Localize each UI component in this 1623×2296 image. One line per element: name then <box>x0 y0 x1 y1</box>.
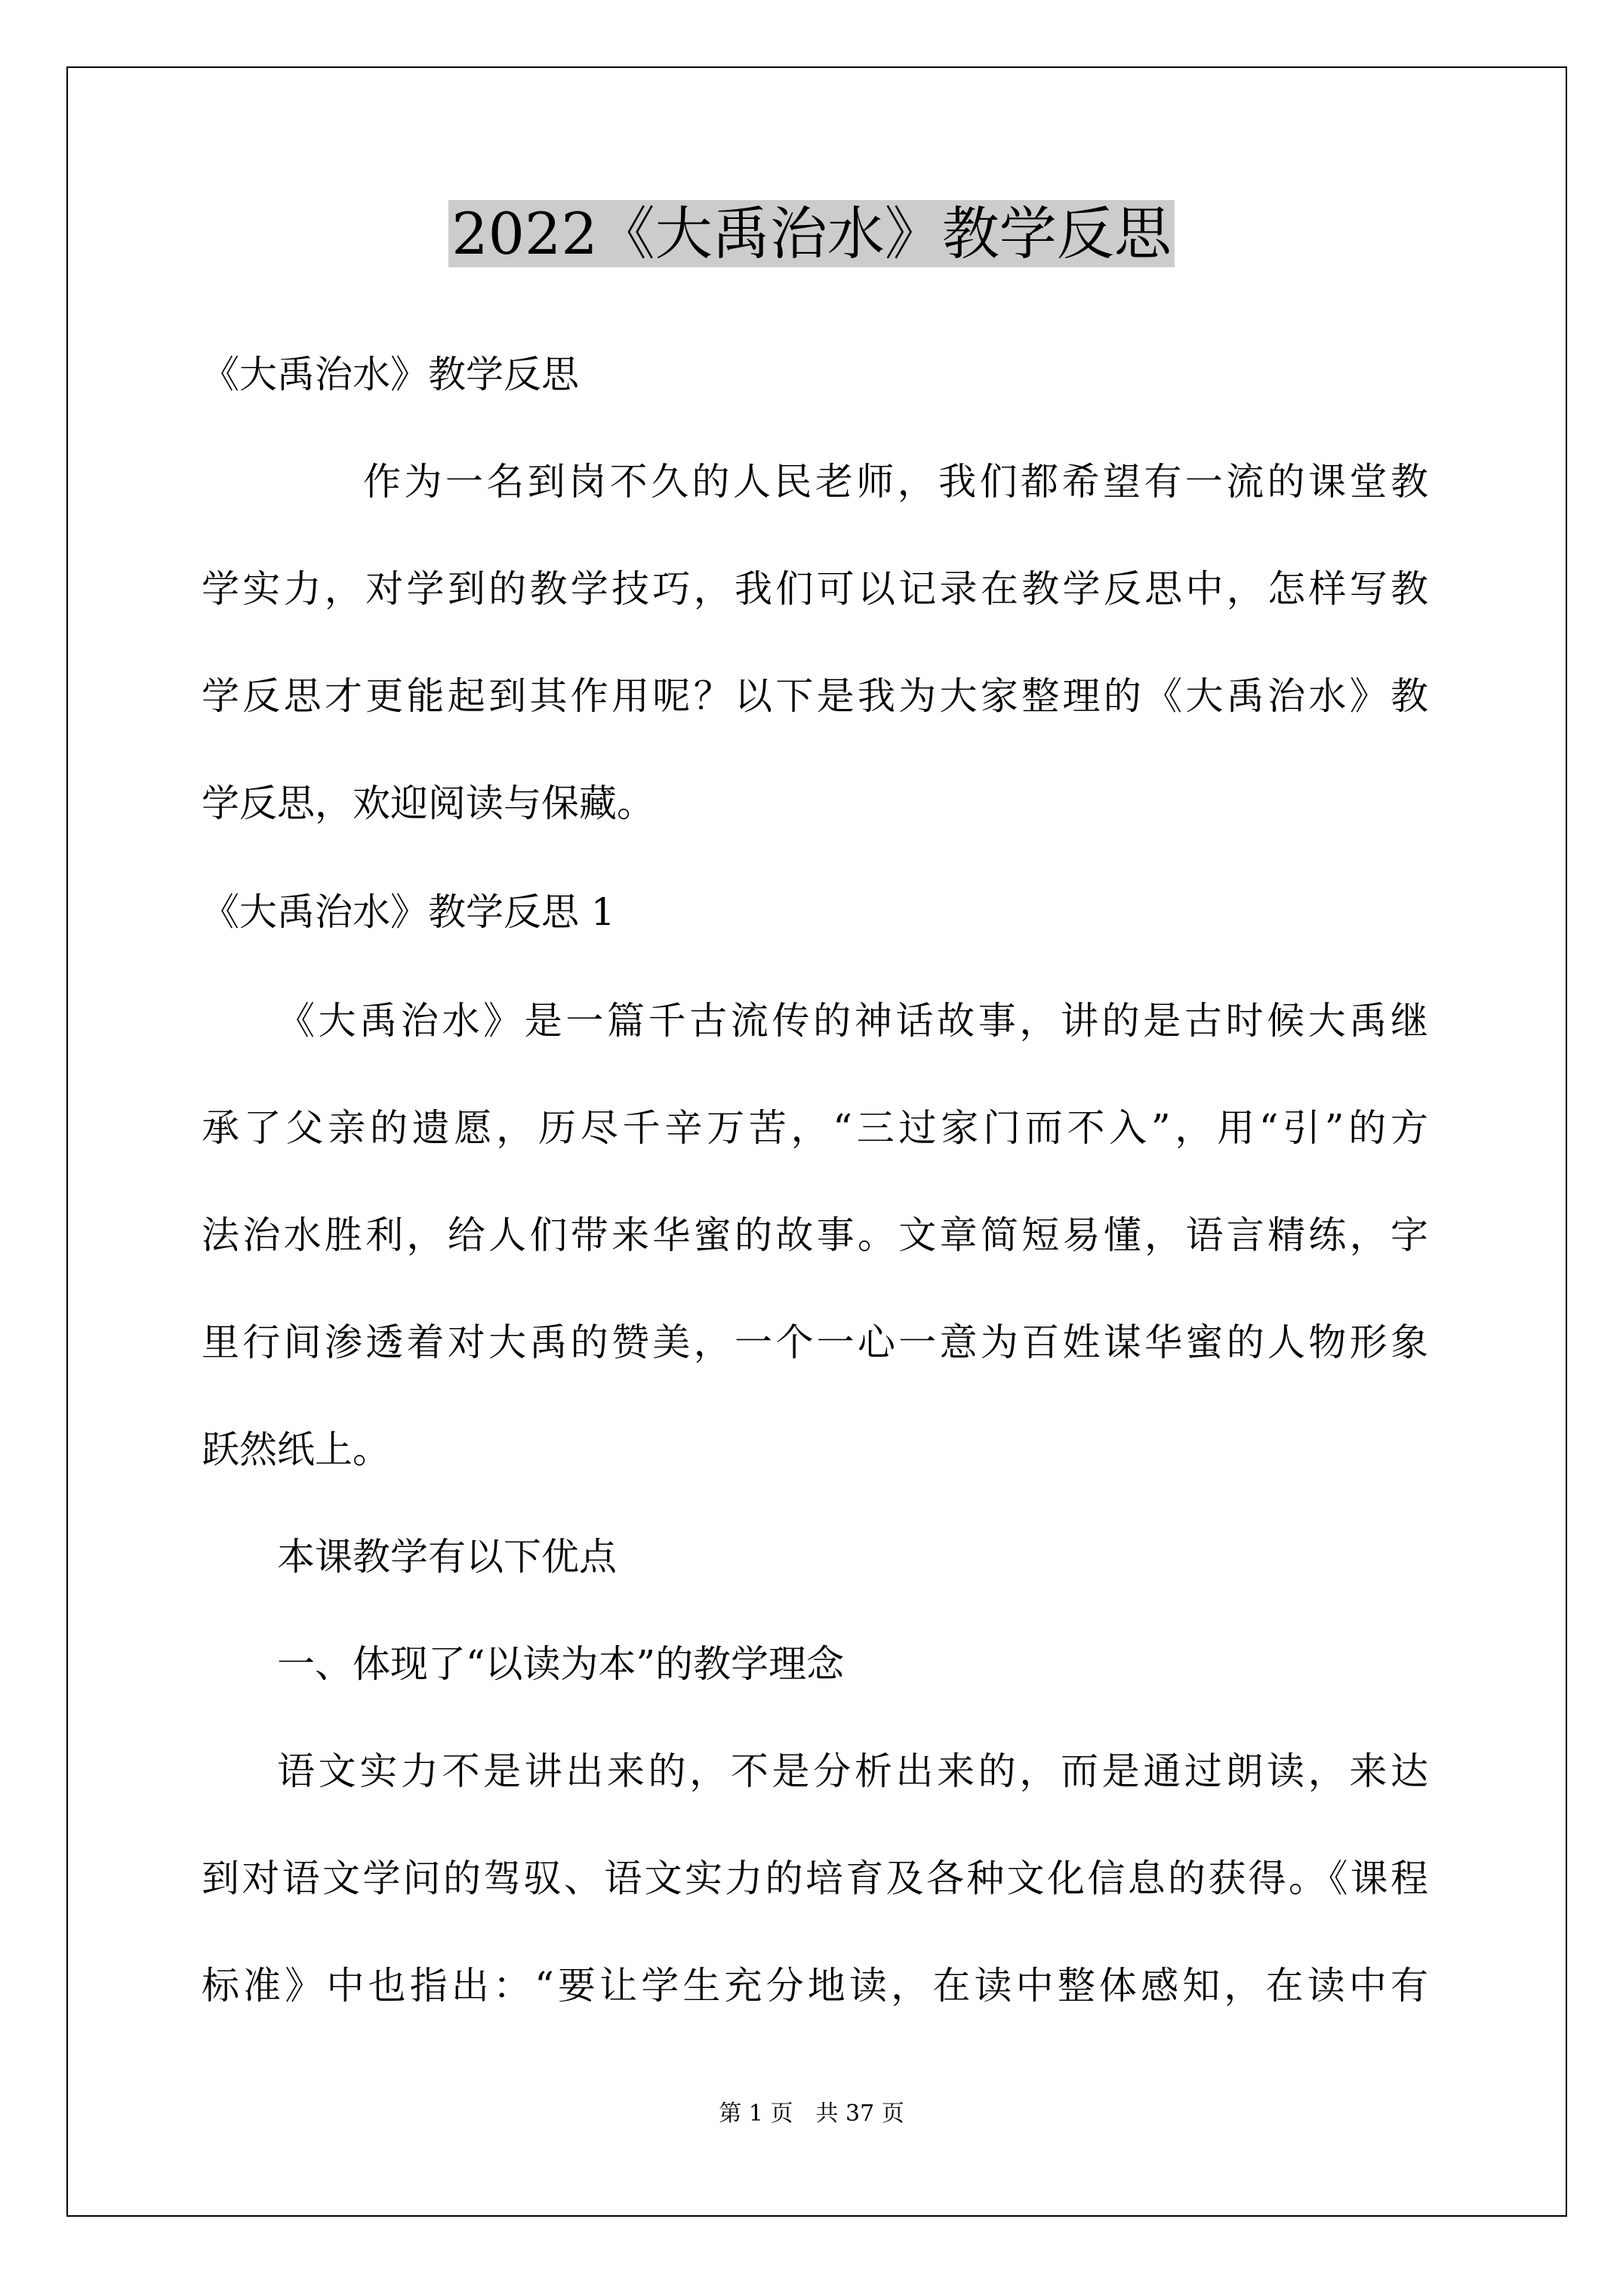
paragraph-line: 法治水胜利，给人们带来华蜜的故事。文章简短易懂，语言精练，字 <box>202 1213 1428 1257</box>
page-number-footer: 第 1 页 共 37 页 <box>719 2100 904 2127</box>
document-title-text: 2022《大禹治水》教学反思 <box>448 200 1174 267</box>
section-heading: 《大禹治水》教学反思 <box>202 353 579 396</box>
paragraph-line: 语文实力不是讲出来的，不是分析出来的，而是通过朗读，来达 <box>277 1749 1428 1793</box>
section-heading: 《大禹治水》教学反思 1 <box>202 890 615 934</box>
paragraph-line: 学实力，对学到的教学技巧，我们可以记录在教学反思中，怎样写教 <box>202 567 1428 611</box>
paragraph-line: 到对语文学问的驾驭、语文实力的培育及各种文化信息的获得。《课程 <box>202 1857 1428 1900</box>
paragraph-line: 学反思，欢迎阅读与保藏。 <box>202 781 654 825</box>
subheading: 一、体现了“以读为本”的教学理念 <box>277 1642 845 1686</box>
paragraph-line: 学反思才更能起到其作用呢？以下是我为大家整理的《大禹治水》教 <box>202 674 1428 718</box>
paragraph-line: 标准》中也指出：“要让学生充分地读，在读中整体感知，在读中有 <box>202 1964 1428 2008</box>
subheading: 本课教学有以下优点 <box>277 1535 617 1579</box>
paragraph-line: 承了父亲的遗愿，历尽千辛万苦，“三过家门而不入”，用“引”的方 <box>202 1106 1428 1150</box>
paragraph-line: 里行间渗透着对大禹的赞美，一个一心一意为百姓谋华蜜的人物形象 <box>202 1321 1428 1364</box>
paragraph-line: 跃然纸上。 <box>202 1428 390 1472</box>
paragraph-line: 《大禹治水》是一篇千古流传的神话故事，讲的是古时候大禹继 <box>277 999 1428 1043</box>
document-title <box>0 198 1623 270</box>
paragraph-line: 作为一名到岗不久的人民老师，我们都希望有一流的课堂教 <box>363 460 1428 504</box>
